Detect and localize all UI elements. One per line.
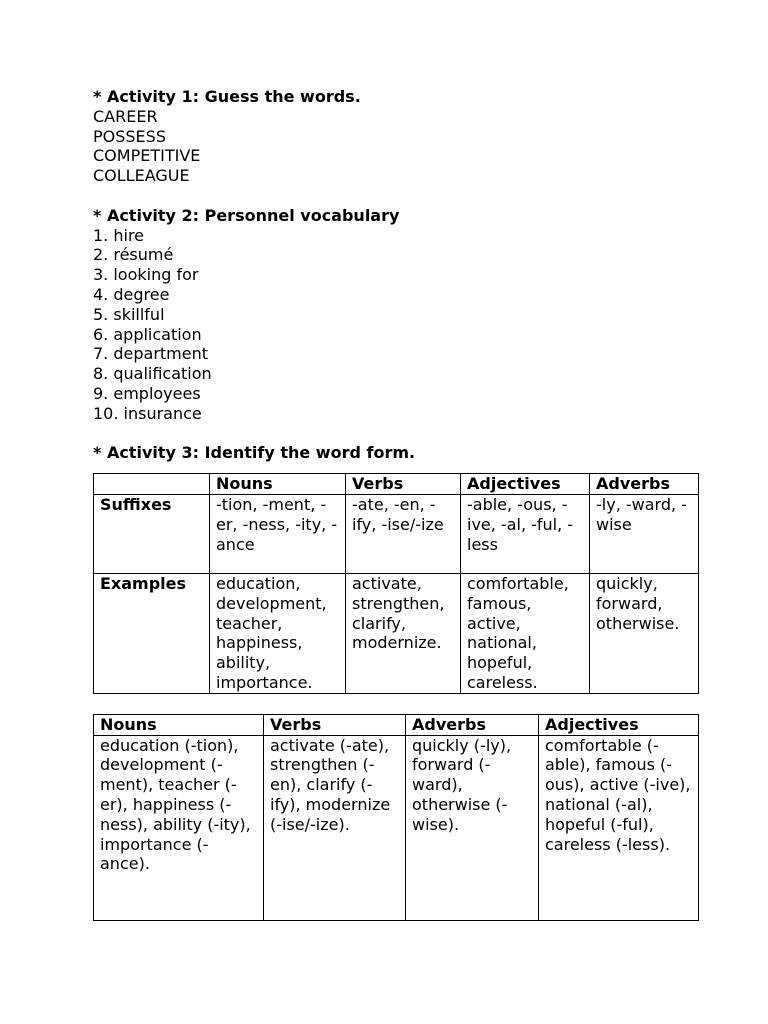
- document-page: [93, 87, 698, 921]
- activity1-word: COMPETITIVE: [93, 146, 201, 166]
- table-cell: -tion, -ment, -er, -ness, -ity, -ance: [210, 494, 346, 573]
- vocab-item: 5. skillful: [93, 304, 165, 324]
- vocab-item: 6. application: [93, 324, 202, 344]
- table-cell: -able, -ous, -ive, -al, -ful, -less: [461, 494, 590, 573]
- table-row: [94, 735, 699, 920]
- table-header-row: [94, 474, 699, 495]
- table-header-cell: Nouns: [210, 474, 346, 495]
- activity1-title: * Activity 1: Guess the words.: [93, 87, 361, 106]
- table-cell: activate, strengthen, clarify, modernize.: [346, 573, 461, 693]
- table-row: [94, 494, 699, 573]
- vocab-item: 7. department: [93, 344, 209, 364]
- row-label-examples: Examples: [94, 573, 210, 693]
- table-cell: activate (-ate), strengthen (-en), clarify (-ify), modernize (-ise/-ize).: [264, 735, 406, 920]
- table-cell: education, development, teacher, happiness, ability, importance.: [210, 573, 346, 693]
- activity1-word: CAREER: [93, 106, 158, 126]
- word-form-summary-table: [93, 714, 699, 921]
- table-cell: quickly (-ly), forward (-ward), otherwise (-wise).: [406, 735, 539, 920]
- word-form-table: [93, 473, 699, 694]
- table-header-cell: Adjectives: [461, 474, 590, 495]
- table-cell: -ly, -ward, -wise: [590, 494, 699, 573]
- table-cell: comfortable (-able), famous (-ous), active (-ive), national (-al), hopeful (-ful), careless (-less).: [539, 735, 699, 920]
- vocab-item: 8. qualification: [93, 364, 212, 384]
- table-cell: quickly, forward, otherwise.: [590, 573, 699, 693]
- table-row: [94, 573, 699, 693]
- table-header-cell: Adverbs: [590, 474, 699, 495]
- activity3-title: * Activity 3: Identify the word form.: [93, 443, 416, 463]
- vocab-item: 1. hire: [93, 225, 145, 245]
- table-header-cell: Adverbs: [406, 714, 539, 735]
- spacer: [93, 186, 698, 206]
- vocab-item: 4. degree: [93, 284, 170, 304]
- vocab-item: 10. insurance: [93, 403, 202, 423]
- table-cell: comfortable, famous, active, national, hopeful, careless.: [461, 573, 590, 693]
- table-header-cell: Verbs: [346, 474, 461, 495]
- table-header-cell: Verbs: [264, 714, 406, 735]
- table-header-cell: Nouns: [94, 714, 264, 735]
- activity1-word: POSSESS: [93, 126, 166, 146]
- table-cell: -ate, -en, -ify, -ise/-ize: [346, 494, 461, 573]
- activity1-word: COLLEAGUE: [93, 166, 190, 186]
- vocab-item: 9. employees: [93, 383, 201, 403]
- vocab-item: 2. résumé: [93, 245, 174, 265]
- table-header-row: [94, 714, 699, 735]
- table-cell: education (-tion), development (-ment), teacher (-er), happiness (-ness), ability (-ity), importance (-ance).: [94, 735, 264, 920]
- table-header-cell: [94, 474, 210, 495]
- activity2-title: * Activity 2: Personnel vocabulary: [93, 205, 400, 225]
- spacer: [93, 424, 698, 444]
- vocab-item: 3. looking for: [93, 265, 199, 285]
- table-header-cell: Adjectives: [539, 714, 699, 735]
- row-label-suffixes: Suffixes: [94, 494, 210, 573]
